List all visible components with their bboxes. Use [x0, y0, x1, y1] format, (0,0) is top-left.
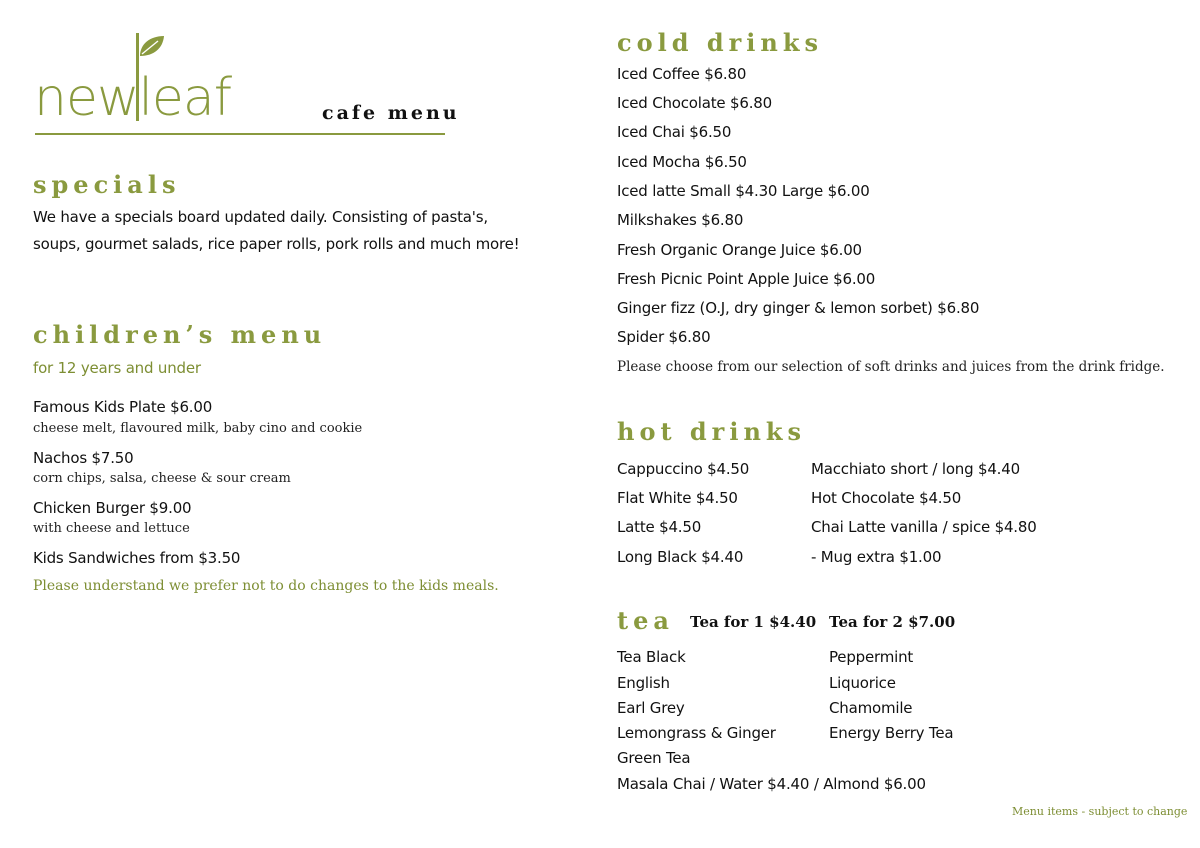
tea-item: Chamomile	[829, 699, 913, 717]
cold-drink-item: Iced Mocha $6.50	[617, 153, 747, 171]
tea-item: Lemongrass & Ginger	[617, 724, 776, 742]
specials-text-line1: We have a specials board updated daily. Consisting of pasta's,	[33, 208, 488, 226]
tea-item: Liquorice	[829, 674, 896, 692]
cold-drink-item: Fresh Organic Orange Juice $6.00	[617, 241, 862, 259]
specials-heading: specials	[33, 170, 181, 199]
hot-drink-item: Flat White $4.50	[617, 489, 738, 507]
leaf-icon	[138, 34, 166, 58]
page-subtitle: cafe menu	[322, 102, 460, 124]
hot-drink-item: Latte $4.50	[617, 518, 702, 536]
hot-drink-item: Hot Chocolate $4.50	[811, 489, 962, 507]
hot-drink-item: Long Black $4.40	[617, 548, 744, 566]
kids-item-desc: cheese melt, flavoured milk, baby cino and cookie	[33, 421, 363, 436]
childrens-menu-subheading: for 12 years and under	[33, 359, 201, 377]
kids-item-desc: corn chips, salsa, cheese & sour cream	[33, 471, 291, 486]
cold-drink-item: Spider $6.80	[617, 328, 711, 346]
tea-item: Green Tea	[617, 749, 691, 767]
hot-drink-item: - Mug extra $1.00	[811, 548, 942, 566]
logo: newleaf	[34, 68, 232, 128]
cold-drink-item: Iced Coffee $6.80	[617, 65, 747, 83]
tea-item: English	[617, 674, 670, 692]
kids-item-name: Famous Kids Plate $6.00	[33, 398, 213, 416]
footer-note: Menu items - subject to change	[1012, 805, 1188, 818]
hot-drink-item: Chai Latte vanilla / spice $4.80	[811, 518, 1037, 536]
kids-item-name: Kids Sandwiches from $3.50	[33, 549, 241, 567]
cold-drink-item: Ginger fizz (O.J, dry ginger & lemon sorbet) $6.80	[617, 299, 980, 317]
hot-drink-item: Cappuccino $4.50	[617, 460, 750, 478]
specials-text-line2: soups, gourmet salads, rice paper rolls, pork rolls and much more!	[33, 235, 520, 253]
cold-drink-item: Iced Chocolate $6.80	[617, 94, 772, 112]
tea-price-two: Tea for 2 $7.00	[829, 613, 956, 631]
cold-drinks-note: Please choose from our selection of soft drinks and juices from the drink fridge.	[617, 359, 1165, 375]
tea-item: Earl Grey	[617, 699, 685, 717]
kids-item-name: Chicken Burger $9.00	[33, 499, 192, 517]
hot-drinks-heading: hot drinks	[617, 417, 807, 446]
kids-item-name: Nachos $7.50	[33, 449, 134, 467]
tea-heading: tea	[617, 606, 674, 635]
tea-item: Energy Berry Tea	[829, 724, 954, 742]
tea-item: Peppermint	[829, 648, 914, 666]
kids-item-desc: with cheese and lettuce	[33, 521, 190, 536]
cold-drink-item: Iced Chai $6.50	[617, 123, 732, 141]
cold-drinks-heading: cold drinks	[617, 28, 824, 57]
childrens-menu-heading: children’s menu	[33, 320, 327, 349]
hot-drink-item: Macchiato short / long $4.40	[811, 460, 1020, 478]
cold-drink-item: Milkshakes $6.80	[617, 211, 744, 229]
tea-masala-chai: Masala Chai / Water $4.40 / Almond $6.00	[617, 775, 926, 793]
tea-item: Tea Black	[617, 648, 686, 666]
kids-note: Please understand we prefer not to do changes to the kids meals.	[33, 578, 499, 594]
tea-price-one: Tea for 1 $4.40	[690, 613, 817, 631]
cold-drink-item: Fresh Picnic Point Apple Juice $6.00	[617, 270, 876, 288]
header-divider	[35, 133, 445, 135]
cold-drink-item: Iced latte Small $4.30 Large $6.00	[617, 182, 870, 200]
